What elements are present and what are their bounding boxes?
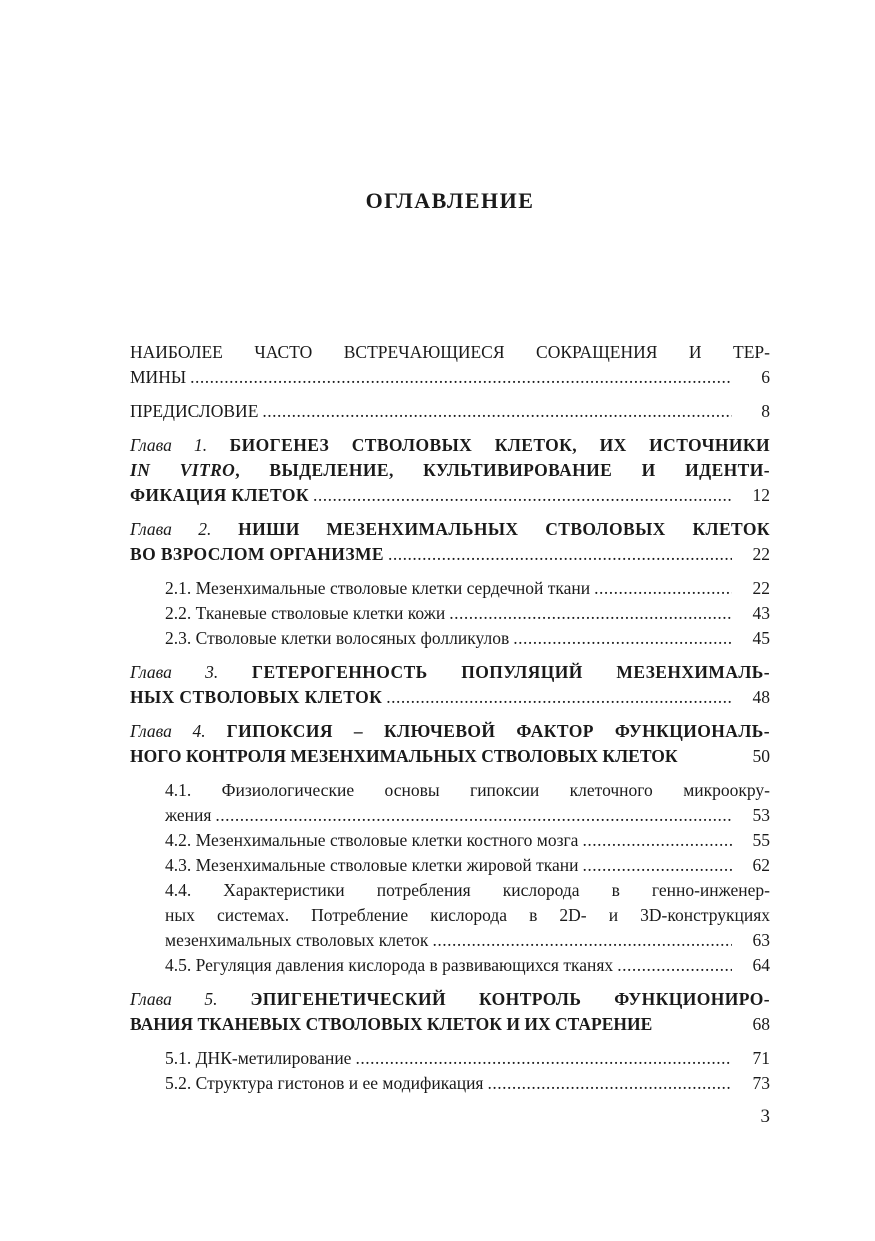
section-title: 2.3. Стволовые клетки волосяных фолликулов (165, 628, 510, 648)
toc-sections-chapter-5 (130, 1046, 770, 1096)
toc-entry-last-line (165, 928, 770, 953)
section-title: 4.2. Мезенхимальные стволовые клетки костного мозга (165, 830, 579, 850)
toc-chapter-1[interactable] (130, 433, 770, 508)
chapter-title-part: ФИКАЦИЯ КЛЕТОК (130, 485, 309, 505)
toc-entry-last-line (130, 542, 770, 567)
toc-entry-line: 4.4. Характеристики потребления кислорода в генно-инженер- (165, 880, 770, 900)
toc-entry-last-line (130, 1012, 770, 1037)
table-of-contents (130, 340, 770, 1096)
toc-entry-last-line (165, 576, 770, 601)
dot-leader (617, 953, 732, 978)
toc-entry-title: ПРЕДИСЛОВИЕ (130, 401, 259, 421)
toc-entry-last-line (130, 399, 770, 424)
page-ref: 71 (752, 1048, 770, 1068)
toc-section-4-3[interactable] (130, 853, 770, 878)
toc-entry-line: ных системах. Потребление кислорода в 2D- и 3D-конструкциях (165, 905, 770, 925)
dot-leader (190, 365, 732, 390)
section-title: 5.2. Структура гистонов и ее модификация (165, 1073, 484, 1093)
page-ref: 63 (752, 930, 770, 950)
toc-entry-line (130, 660, 770, 685)
dot-leader (386, 685, 732, 710)
dot-leader (432, 928, 732, 953)
toc-entry-line (130, 433, 770, 458)
dot-leader (355, 1046, 732, 1071)
page-ref: 48 (752, 687, 770, 707)
dot-leader (488, 1071, 733, 1096)
toc-sections-chapter-4 (130, 778, 770, 978)
chapter-prefix: Глава 1. (130, 435, 208, 455)
dot-leader (594, 576, 732, 601)
chapter-prefix: Глава 3. (130, 662, 219, 682)
dot-leader (215, 803, 732, 828)
section-title: мезенхимальных стволовых клеток (165, 930, 429, 950)
page-number: 3 (760, 1106, 770, 1127)
dot-leader (449, 601, 732, 626)
dot-leader (582, 828, 732, 853)
toc-entry-line (130, 719, 770, 744)
toc-section-5-2[interactable] (130, 1071, 770, 1096)
dot-leader (583, 853, 732, 878)
section-title: жения (165, 805, 212, 825)
toc-section-4-4[interactable] (130, 878, 770, 953)
toc-entry-line (130, 987, 770, 1012)
toc-entry-last-line (165, 1046, 770, 1071)
page-ref: 53 (752, 805, 770, 825)
chapter-title-part: ГЕТЕРОГЕННОСТЬ ПОПУЛЯЦИЙ МЕЗЕНХИМАЛЬ- (251, 662, 770, 682)
page-ref: 55 (752, 830, 770, 850)
chapter-title-italic: IN VITRO (130, 460, 236, 480)
toc-entry-line: 4.1. Физиологические основы гипоксии клеточного микроокру- (165, 780, 770, 800)
toc-chapter-3[interactable] (130, 660, 770, 710)
toc-entry-last-line (165, 828, 770, 853)
page-ref: 6 (761, 367, 770, 387)
toc-chapter-4[interactable] (130, 719, 770, 769)
toc-sections-chapter-2 (130, 576, 770, 651)
chapter-title-part: НЫХ СТВОЛОВЫХ КЛЕТОК (130, 687, 383, 707)
page-ref: 22 (752, 544, 770, 564)
toc-entry-line (130, 458, 770, 483)
toc-entry-last-line (165, 601, 770, 626)
section-title: 2.1. Мезенхимальные стволовые клетки сердечной ткани (165, 578, 591, 598)
page-title: ОГЛАВЛЕНИЕ (365, 188, 535, 213)
toc-entry-last-line (165, 1071, 770, 1096)
chapter-prefix: Глава 4. (130, 721, 206, 741)
toc-chapter-2[interactable] (130, 517, 770, 567)
toc-entry-last-line (165, 953, 770, 978)
page-ref: 22 (752, 578, 770, 598)
section-title: 5.1. ДНК-метилирование (165, 1048, 352, 1068)
page-ref: 12 (752, 485, 770, 505)
toc-section-4-2[interactable] (130, 828, 770, 853)
page-ref: 73 (752, 1073, 770, 1093)
toc-section-2-2[interactable] (130, 601, 770, 626)
section-title: 4.5. Регуляция давления кислорода в развивающихся тканях (165, 955, 614, 975)
toc-entry-abbreviations[interactable] (130, 340, 770, 390)
toc-entry-last-line (165, 626, 770, 651)
toc-entry-line: НАИБОЛЕЕ ЧАСТО ВСТРЕЧАЮЩИЕСЯ СОКРАЩЕНИЯ И ТЕР- (130, 342, 770, 362)
chapter-title-part: , ВЫДЕЛЕНИЕ, КУЛЬТИВИРОВАНИЕ И ИДЕНТИ- (235, 460, 770, 480)
page-ref: 68 (752, 1014, 770, 1034)
toc-section-5-1[interactable] (130, 1046, 770, 1071)
toc-entry-line (130, 517, 770, 542)
chapter-title-part: ВАНИЯ ТКАНЕВЫХ СТВОЛОВЫХ КЛЕТОК И ИХ СТАРЕНИЕ (130, 1014, 653, 1034)
dot-leader (313, 483, 732, 508)
toc-entry-last-line (130, 483, 770, 508)
toc-section-2-3[interactable] (130, 626, 770, 651)
toc-chapter-5[interactable] (130, 987, 770, 1037)
page-ref: 8 (761, 401, 770, 421)
toc-entry-preface[interactable] (130, 399, 770, 424)
section-title: 4.3. Мезенхимальные стволовые клетки жировой ткани (165, 855, 579, 875)
chapter-title-part: ГИПОКСИЯ – КЛЮЧЕВОЙ ФАКТОР ФУНКЦИОНАЛЬ- (226, 721, 770, 741)
chapter-prefix: Глава 2. (130, 519, 212, 539)
page-ref: 43 (752, 603, 770, 623)
toc-entry-last-line (165, 803, 770, 828)
toc-entry-last-line (165, 853, 770, 878)
toc-entry-title: МИНЫ (130, 367, 187, 387)
toc-section-2-1[interactable] (130, 576, 770, 601)
dot-leader (262, 399, 732, 424)
toc-entry-last-line (130, 685, 770, 710)
chapter-prefix: Глава 5. (130, 989, 218, 1009)
toc-entry-last-line (130, 365, 770, 390)
chapter-title-part: НИШИ МЕЗЕНХИМАЛЬНЫХ СТВОЛОВЫХ КЛЕТОК (238, 519, 770, 539)
section-title: 2.2. Тканевые стволовые клетки кожи (165, 603, 446, 623)
chapter-title-part: БИОГЕНЕЗ СТВОЛОВЫХ КЛЕТОК, ИХ ИСТОЧНИКИ (229, 435, 770, 455)
page-ref: 64 (752, 955, 770, 975)
page-ref: 50 (752, 746, 770, 766)
toc-section-4-1[interactable] (130, 778, 770, 828)
chapter-title-part: НОГО КОНТРОЛЯ МЕЗЕНХИМАЛЬНЫХ СТВОЛОВЫХ КЛЕТОК (130, 746, 678, 766)
toc-entry-last-line (130, 744, 770, 769)
chapter-title-part: ЭПИГЕНЕТИЧЕСКИЙ КОНТРОЛЬ ФУНКЦИОНИРО- (250, 989, 770, 1009)
dot-leader (513, 626, 732, 651)
page-ref: 45 (752, 628, 770, 648)
dot-leader (388, 542, 732, 567)
chapter-title-part: ВО ВЗРОСЛОМ ОРГАНИЗМЕ (130, 544, 384, 564)
toc-section-4-5[interactable] (130, 953, 770, 978)
page-ref: 62 (752, 855, 770, 875)
